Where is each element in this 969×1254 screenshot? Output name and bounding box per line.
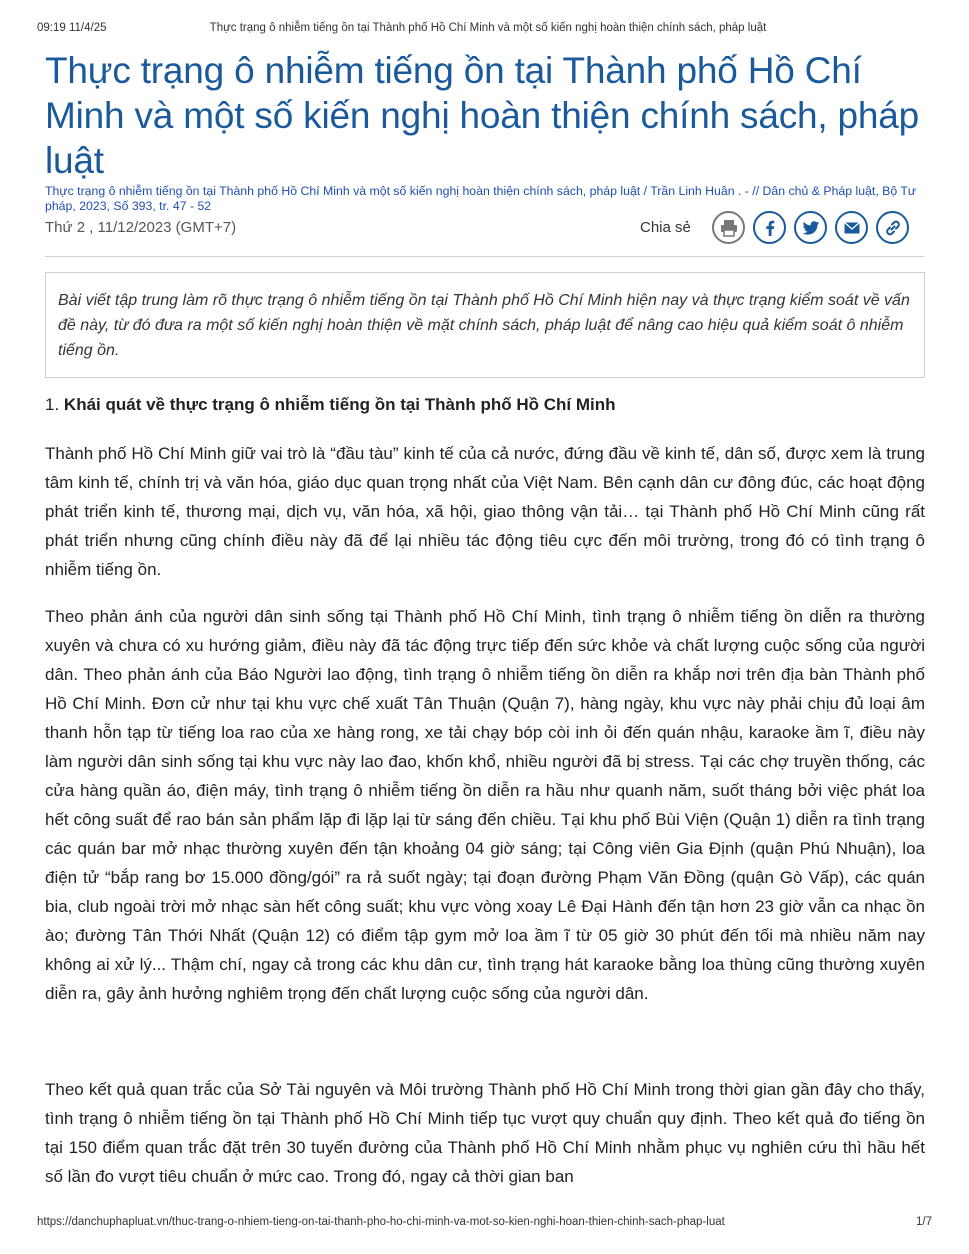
email-icon (843, 219, 861, 237)
article-date: Thứ 2 , 11/12/2023 (GMT+7) (45, 219, 237, 236)
twitter-share-button[interactable] (794, 211, 827, 244)
copy-link-icon (884, 219, 902, 237)
article-citation-link[interactable]: Thực trạng ô nhiễm tiếng ồn tại Thành phố Hồ Chí Minh và một số kiến nghị hoàn thiện chính sách, pháp luật / Trần Linh Huân . - // Dân chủ & Pháp luật, Bộ Tư pháp, 2023, Số 393, tr. 47 - 52 (45, 184, 917, 213)
section-title: Khái quát về thực trạng ô nhiễm tiếng ồn tại Thành phố Hồ Chí Minh (63, 395, 616, 414)
print-footer-url: https://danchuphapluat.vn/thuc-trang-o-nhiem-tieng-on-tai-thanh-pho-ho-chi-minh-va-mot-so-kien-nghi-hoan-thien-chinh-sach-phap-luat (37, 1216, 725, 1228)
share-label: Chia sẻ (640, 219, 691, 236)
twitter-icon (802, 219, 820, 237)
print-button[interactable] (712, 211, 745, 244)
email-share-button[interactable] (835, 211, 868, 244)
divider (45, 256, 925, 257)
facebook-icon (761, 219, 779, 237)
print-page-title: Thực trạng ô nhiễm tiếng ồn tại Thành phố Hồ Chí Minh và một số kiến nghị hoàn thiện chính sách, pháp luật (209, 22, 767, 34)
print-header (37, 22, 939, 38)
paragraph-2: Theo phản ánh của người dân sinh sống tại Thành phố Hồ Chí Minh, tình trạng ô nhiễm tiếng ồn diễn ra thường xuyên và chưa có xu hướng giảm, điều này đã tác động trực tiếp đến sức khỏe và chất lượng cuộc sống của người dân. Theo phản ánh của Báo Người lao động, tình trạng ô nhiễm tiếng ồn diễn ra khắp nơi trên địa bàn Thành phố Hồ Chí Minh. Đơn cử như tại khu vực chế xuất Tân Thuận (Quận 7), hàng ngày, khu vực này phải chịu đủ loại âm thanh hỗn tạp từ tiếng loa rao của xe hàng rong, xe tải chạy bóp còi inh ỏi đến quán nhậu, karaoke ầm ĩ, điều này làm người dân sinh sống tại khu vực này lao đao, khốn khổ, nhiều người đã bị stress. Tại các chợ truyền thống, các cửa hàng quần áo, điện máy, tình trạng ô nhiễm tiếng ồn diễn ra hầu như quanh năm, suốt tháng bởi việc phát loa hết công suất để rao bán sản phẩm lặp đi lặp lại từ sáng đến chiều. Tại khu phố Bùi Viện (Quận 1) diễn ra tình trạng các quán bar mở nhạc thường xuyên đến tận khoảng 04 giờ sáng; tại Công viên Gia Định (quận Phú Nhuận), loa điện tử “bắp rang bơ 15.000 đồng/gói” ra rả suốt ngày; tại đoạn đường Phạm Văn Đồng (quận Gò Vấp), các quán bia, club ngoài trời mở nhạc sàn hết công suất; khu vực vòng xoay Lê Đại Hành đến tận hơn 23 giờ vẫn ca nhạc ồn ào; đường Tân Thới Nhất (Quận 12) có điểm tập gym mở loa ầm ĩ từ 05 giờ 30 phút đến tối mà nhiều năm nay không ai xử lý... Thậm chí, ngay cả trong các khu dân cư, tình trạng hát karaoke bằng loa thùng cũng thường xuyên diễn ra, gây ảnh hưởng nghiêm trọng đến chất lượng cuộc sống của người dân. (45, 607, 925, 1003)
facebook-share-button[interactable] (753, 211, 786, 244)
paragraph-1: Thành phố Hồ Chí Minh giữ vai trò là “đầu tàu” kinh tế của cả nước, đứng đầu về kinh tế, dân số, được xem là trung tâm kinh tế, chính trị và văn hóa, giáo dục quan trọng nhất của Việt Nam. Bên cạnh dân cư đông đúc, các hoạt động phát triển kinh tế, thương mại, dịch vụ, văn hóa, xã hội, giao thông vận tải… tại Thành phố Hồ Chí Minh cũng rất phát triển nhưng cũng chính điều này đã để lại nhiều tác động tiêu cực đến môi trường, trong đó có tình trạng ô nhiễm tiếng ồn. (45, 444, 925, 579)
print-icon (719, 218, 739, 238)
copy-link-button[interactable] (876, 211, 909, 244)
article-title: Thực trạng ô nhiễm tiếng ồn tại Thành phố Hồ Chí Minh và một số kiến nghị hoàn thiện chính sách, pháp luật (45, 50, 920, 181)
section-heading (45, 395, 616, 415)
article-summary: Bài viết tập trung làm rõ thực trạng ô nhiễm tiếng ồn tại Thành phố Hồ Chí Minh hiện nay và thực trạng kiểm soát về vấn đề này, từ đó đưa ra một số kiến nghị hoàn thiện về mặt chính sách, pháp luật để nâng cao hiệu quả kiểm soát ô nhiễm tiếng ồn. (45, 272, 925, 378)
paragraph-3: Theo kết quả quan trắc của Sở Tài nguyên và Môi trường Thành phố Hồ Chí Minh trong thời gian gần đây cho thấy, tình trạng ô nhiễm tiếng ồn tại Thành phố Hồ Chí Minh tiếp tục vượt quy chuẩn quy định. Theo kết quả đo tiếng ồn tại 150 điểm quan trắc đặt trên 30 tuyến đường của Thành phố Hồ Chí Minh nhằm phục vụ nghiên cứu thì hầu hết số lần đo vượt tiêu chuẩn ở mức cao. Trong đó, ngay cả thời gian ban (45, 1080, 925, 1186)
share-buttons (712, 211, 909, 244)
print-timestamp: 09:19 11/4/25 (37, 22, 107, 34)
section-number: 1. (45, 395, 60, 414)
print-footer (37, 1216, 932, 1232)
page-number: 1/7 (916, 1216, 932, 1228)
